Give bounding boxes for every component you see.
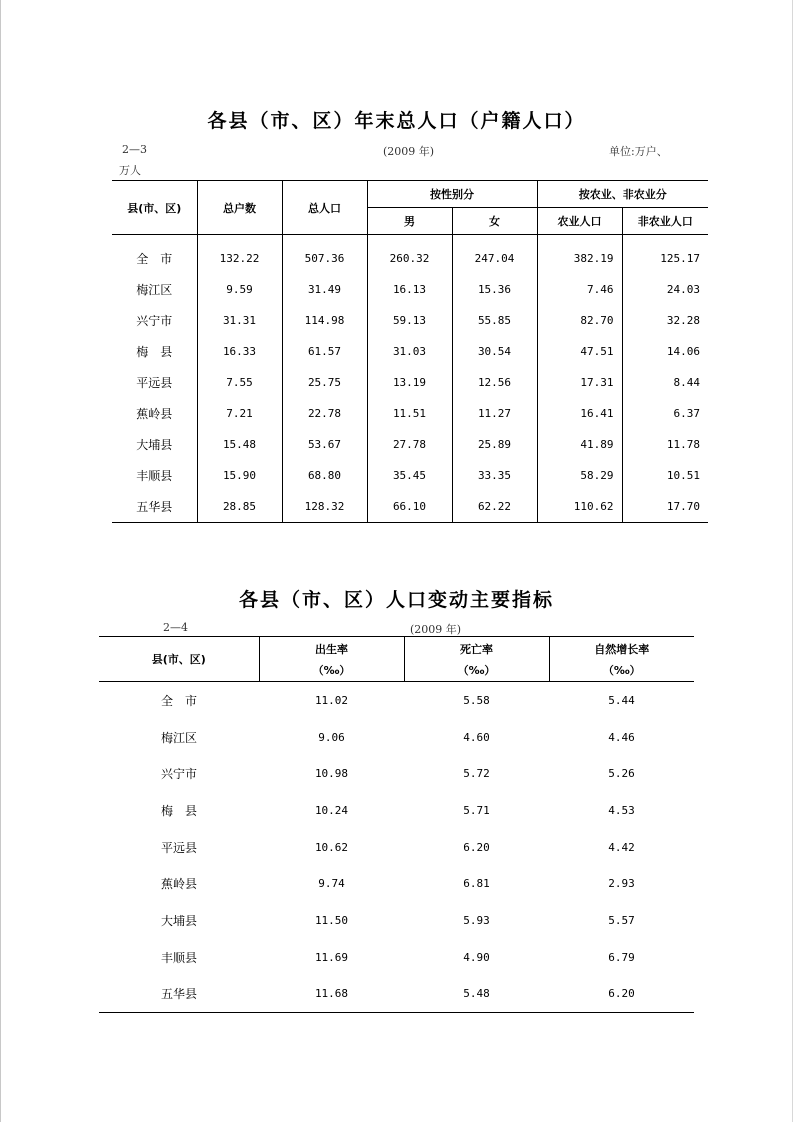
value-cell: 16.33 (197, 336, 282, 367)
value-cell: 110.62 (537, 491, 622, 523)
death-rate-unit: （‰） (457, 663, 496, 677)
region-name-cell: 梅江区 (160, 730, 197, 745)
header-by-gender: 按性别分 (367, 181, 537, 208)
value-cell: 31.31 (197, 305, 282, 336)
death-rate-label: 死亡率 (460, 642, 493, 656)
value-cell: 15.36 (452, 274, 537, 305)
region-name-cell: 平远县 (160, 840, 197, 855)
rate-cell: 4.42 (608, 840, 635, 854)
value-cell: 30.54 (452, 336, 537, 367)
value-cell: 382.19 (537, 235, 622, 275)
region-name-cell: 梅江区 (136, 283, 173, 297)
value-cell: 13.19 (367, 367, 452, 398)
table2-title: 各县（市、区）人口变动主要指标 (238, 589, 554, 611)
value-cell: 132.22 (197, 235, 282, 275)
rate-cell: 5.72 (463, 767, 490, 781)
value-cell: 82.70 (537, 305, 622, 336)
header-death-rate (404, 637, 549, 682)
rate-cell: 10.98 (314, 767, 349, 781)
rate-cell: 4.90 (463, 950, 490, 964)
rate-cell: 10.62 (314, 840, 349, 854)
value-cell: 25.89 (452, 429, 537, 460)
header-birth-rate (259, 637, 404, 682)
header-nonagri: 非农业人口 (622, 208, 708, 235)
region-name-cell: 全 市 (160, 693, 197, 708)
header-agri: 农业人口 (537, 208, 622, 235)
table-row (99, 755, 694, 792)
table1-unit: 单位:万户、 (609, 145, 668, 158)
value-cell: 55.85 (452, 305, 537, 336)
table-row (99, 829, 694, 866)
value-cell: 7.46 (537, 274, 622, 305)
value-cell: 247.04 (452, 235, 537, 275)
rate-cell: 6.79 (608, 950, 635, 964)
value-cell: 62.22 (452, 491, 537, 523)
value-cell: 61.57 (282, 336, 367, 367)
table-row (112, 398, 708, 429)
value-cell: 58.29 (537, 460, 622, 491)
region-name-cell: 大埔县 (136, 438, 173, 452)
value-cell: 15.90 (197, 460, 282, 491)
table-row (112, 429, 708, 460)
region-name-cell: 蕉岭县 (160, 877, 197, 892)
rate-cell: 11.50 (314, 913, 349, 927)
value-cell: 53.67 (282, 429, 367, 460)
table-row (112, 336, 708, 367)
value-cell: 7.21 (197, 398, 282, 429)
region-name-cell: 大埔县 (160, 913, 197, 928)
rate-cell: 5.26 (608, 767, 635, 781)
table-row (99, 939, 694, 976)
table-row (99, 976, 694, 1013)
table1-unit-continued: 万人 (119, 164, 141, 177)
value-cell: 8.44 (622, 367, 708, 398)
rate-cell: 6.20 (608, 987, 635, 1001)
value-cell: 16.41 (537, 398, 622, 429)
value-cell: 33.35 (452, 460, 537, 491)
header-male: 男 (367, 208, 452, 235)
table-row (112, 274, 708, 305)
value-cell: 125.17 (622, 235, 708, 275)
rate-cell: 11.68 (314, 987, 349, 1001)
value-cell: 114.98 (282, 305, 367, 336)
region-name-cell: 兴宁市 (160, 767, 197, 782)
birth-rate-label: 出生率 (315, 642, 348, 656)
table-row (99, 719, 694, 756)
value-cell: 12.56 (452, 367, 537, 398)
region-name-cell: 全 市 (136, 252, 173, 266)
value-cell: 22.78 (282, 398, 367, 429)
value-cell: 24.03 (622, 274, 708, 305)
region-name-cell: 梅 县 (136, 345, 173, 359)
value-cell: 17.70 (622, 491, 708, 523)
value-cell: 25.75 (282, 367, 367, 398)
header-region: 县(市、区) (112, 181, 197, 235)
table2-number: 2—4 (163, 621, 188, 634)
rate-cell: 5.93 (463, 913, 490, 927)
value-cell: 507.36 (282, 235, 367, 275)
value-cell: 31.03 (367, 336, 452, 367)
region-name-cell: 五华县 (160, 987, 197, 1002)
header-region: 县(市、区) (99, 637, 259, 682)
header-population: 总人口 (282, 181, 367, 235)
population-table (112, 180, 708, 523)
table-row (99, 902, 694, 939)
table1-year: (2009 年) (383, 145, 435, 158)
value-cell: 9.59 (197, 274, 282, 305)
value-cell: 31.49 (282, 274, 367, 305)
rate-cell: 11.69 (314, 950, 349, 964)
table-row (99, 792, 694, 829)
table-row (99, 865, 694, 902)
region-name-cell: 五华县 (136, 500, 173, 514)
table-row (112, 460, 708, 491)
table1-title: 各县（市、区）年末总人口（户籍人口） (207, 110, 586, 132)
table-row (112, 305, 708, 336)
table-row (112, 367, 708, 398)
value-cell: 7.55 (197, 367, 282, 398)
region-name-cell: 平远县 (136, 376, 173, 390)
value-cell: 68.80 (282, 460, 367, 491)
header-by-agri: 按农业、非农业分 (537, 181, 708, 208)
value-cell: 15.48 (197, 429, 282, 460)
rate-cell: 4.53 (608, 803, 635, 817)
value-cell: 14.06 (622, 336, 708, 367)
value-cell: 6.37 (622, 398, 708, 429)
rate-cell: 5.48 (463, 987, 490, 1001)
value-cell: 41.89 (537, 429, 622, 460)
page-edge-left (0, 0, 1, 1122)
rate-cell: 5.71 (463, 803, 490, 817)
growth-rate-label: 自然增长率 (594, 642, 650, 656)
header-female: 女 (452, 208, 537, 235)
rate-cell: 4.60 (463, 730, 490, 744)
value-cell: 66.10 (367, 491, 452, 523)
value-cell: 11.27 (452, 398, 537, 429)
rate-cell: 4.46 (608, 730, 635, 744)
header-growth-rate (549, 637, 694, 682)
value-cell: 10.51 (622, 460, 708, 491)
value-cell: 28.85 (197, 491, 282, 523)
rate-cell: 9.74 (318, 877, 345, 891)
value-cell: 35.45 (367, 460, 452, 491)
region-name-cell: 蕉岭县 (136, 407, 173, 421)
value-cell: 11.51 (367, 398, 452, 429)
header-households: 总户数 (197, 181, 282, 235)
rate-cell: 6.20 (463, 840, 490, 854)
value-cell: 128.32 (282, 491, 367, 523)
table-row (99, 682, 694, 719)
rate-cell: 2.93 (608, 877, 635, 891)
region-name-cell: 梅 县 (160, 803, 197, 818)
rate-cell: 9.06 (318, 730, 345, 744)
rate-cell: 5.44 (608, 693, 635, 707)
region-name-cell: 丰顺县 (160, 950, 197, 965)
birth-rate-unit: （‰） (312, 663, 351, 677)
region-name-cell: 兴宁市 (136, 314, 173, 328)
rate-cell: 5.57 (608, 913, 635, 927)
table-row (112, 235, 708, 275)
value-cell: 47.51 (537, 336, 622, 367)
table-row (112, 491, 708, 523)
region-name-cell: 丰顺县 (136, 469, 173, 483)
value-cell: 16.13 (367, 274, 452, 305)
value-cell: 59.13 (367, 305, 452, 336)
value-cell: 32.28 (622, 305, 708, 336)
rate-cell: 5.58 (463, 693, 490, 707)
rate-cell: 11.02 (314, 693, 349, 707)
table1-number: 2—3 (122, 143, 147, 156)
rate-cell: 10.24 (314, 803, 349, 817)
rate-cell: 6.81 (463, 877, 490, 891)
value-cell: 27.78 (367, 429, 452, 460)
table2-year: (2009 年) (410, 623, 462, 636)
value-cell: 260.32 (367, 235, 452, 275)
vital-rates-table (99, 636, 694, 1013)
value-cell: 17.31 (537, 367, 622, 398)
growth-rate-unit: （‰） (602, 663, 641, 677)
value-cell: 11.78 (622, 429, 708, 460)
